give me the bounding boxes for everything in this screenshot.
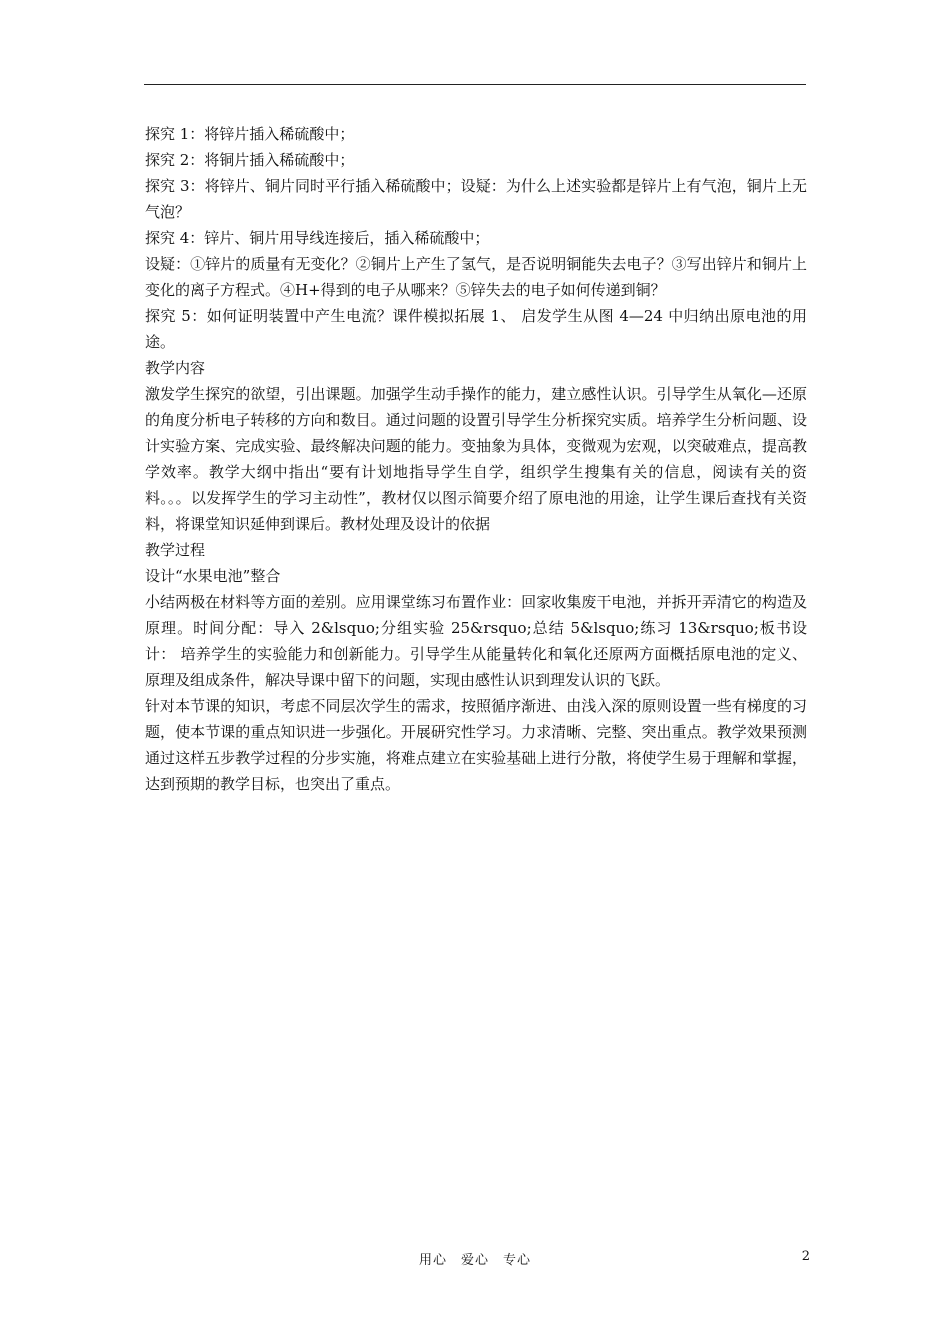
paragraph-questions: 设疑：①锌片的质量有无变化？②铜片上产生了氢气，是否说明铜能失去电子？③写出锌片和铜片上变化的离子方程式。④H+得到的电子从哪来？⑤锌失去的电子如何传递到铜？ (145, 255, 807, 299)
paragraph-exercises: 针对本节课的知识，考虑不同层次学生的需求，按照循序渐进、由浅入深的原则设置一些有梯度的习题，使本节课的重点知识进一步强化。开展研究性学习。力求清晰、完整、突出重点。教学效果预测 通过这样五步教学过程的分步实施，将难点建立在实验基础上进行分散，将使学生易于理解和掌握，达到预期的教学目标，也突出了重点。 (145, 697, 807, 793)
paragraph-explore-1: 探究 1：将锌片插入稀硫酸中； (145, 125, 355, 143)
heading-teaching-process: 教学过程 (145, 541, 206, 559)
footer-motto: 用心 爱心 专心 (418, 1253, 531, 1268)
document-body (145, 121, 807, 797)
paragraph-explore-5: 探究 5：如何证明装置中产生电流？课件模拟拓展 1、 启发学生从图 4—24 中归纳出原电池的用途。 (145, 307, 807, 351)
page-number: 2 (801, 1249, 810, 1264)
paragraph-teaching-content: 激发学生探究的欲望，引出课题。加强学生动手操作的能力，建立感性认识。引导学生从氧化—还原的角度分析电子转移的方向和数目。通过问题的设置引导学生分析探究实质。培养学生分析问题、设计实验方案、完成实验、最终解决问题的能力。变抽象为具体，变微观为宏观，以突破难点，提高教学效率。教学大纲中指出“要有计划地指导学生自学，组织学生搜集有关的信息，阅读有关的资料。。。以发挥学生的学习主动性”，教材仅以图示简要介绍了原电池的用途，让学生课后查找有关资料，将课堂知识延伸到课后。教材处理及设计的依据 (145, 385, 807, 533)
heading-teaching-content: 教学内容 (145, 359, 206, 377)
paragraph-summary: 小结两极在材料等方面的差别。应用课堂练习布置作业：回家收集废干电池，并拆开弄清它的构造及原理。时间分配：导入 2&lsquo;分组实验 25&rsquo;总结 5&lsquo;练习 13&rsquo;板书设计： 培养学生的实验能力和创新能力。引导学生从能量转化和氧化还原两方面概括原电池的定义、原理及组成条件，解决导课中留下的问题，实现由感性认识到理发认识的飞跃。 (145, 593, 807, 689)
paragraph-explore-4: 探究 4：锌片、铜片用导线连接后，插入稀硫酸中； (145, 229, 490, 247)
paragraph-explore-2: 探究 2：将铜片插入稀硫酸中； (145, 151, 355, 169)
paragraph-fruit-battery: 设计“水果电池”整合 (145, 567, 281, 585)
paragraph-explore-3: 探究 3：将锌片、铜片同时平行插入稀硫酸中；设疑：为什么上述实验都是锌片上有气泡，铜片上无气泡？ (145, 177, 807, 221)
header-rule (144, 84, 806, 85)
